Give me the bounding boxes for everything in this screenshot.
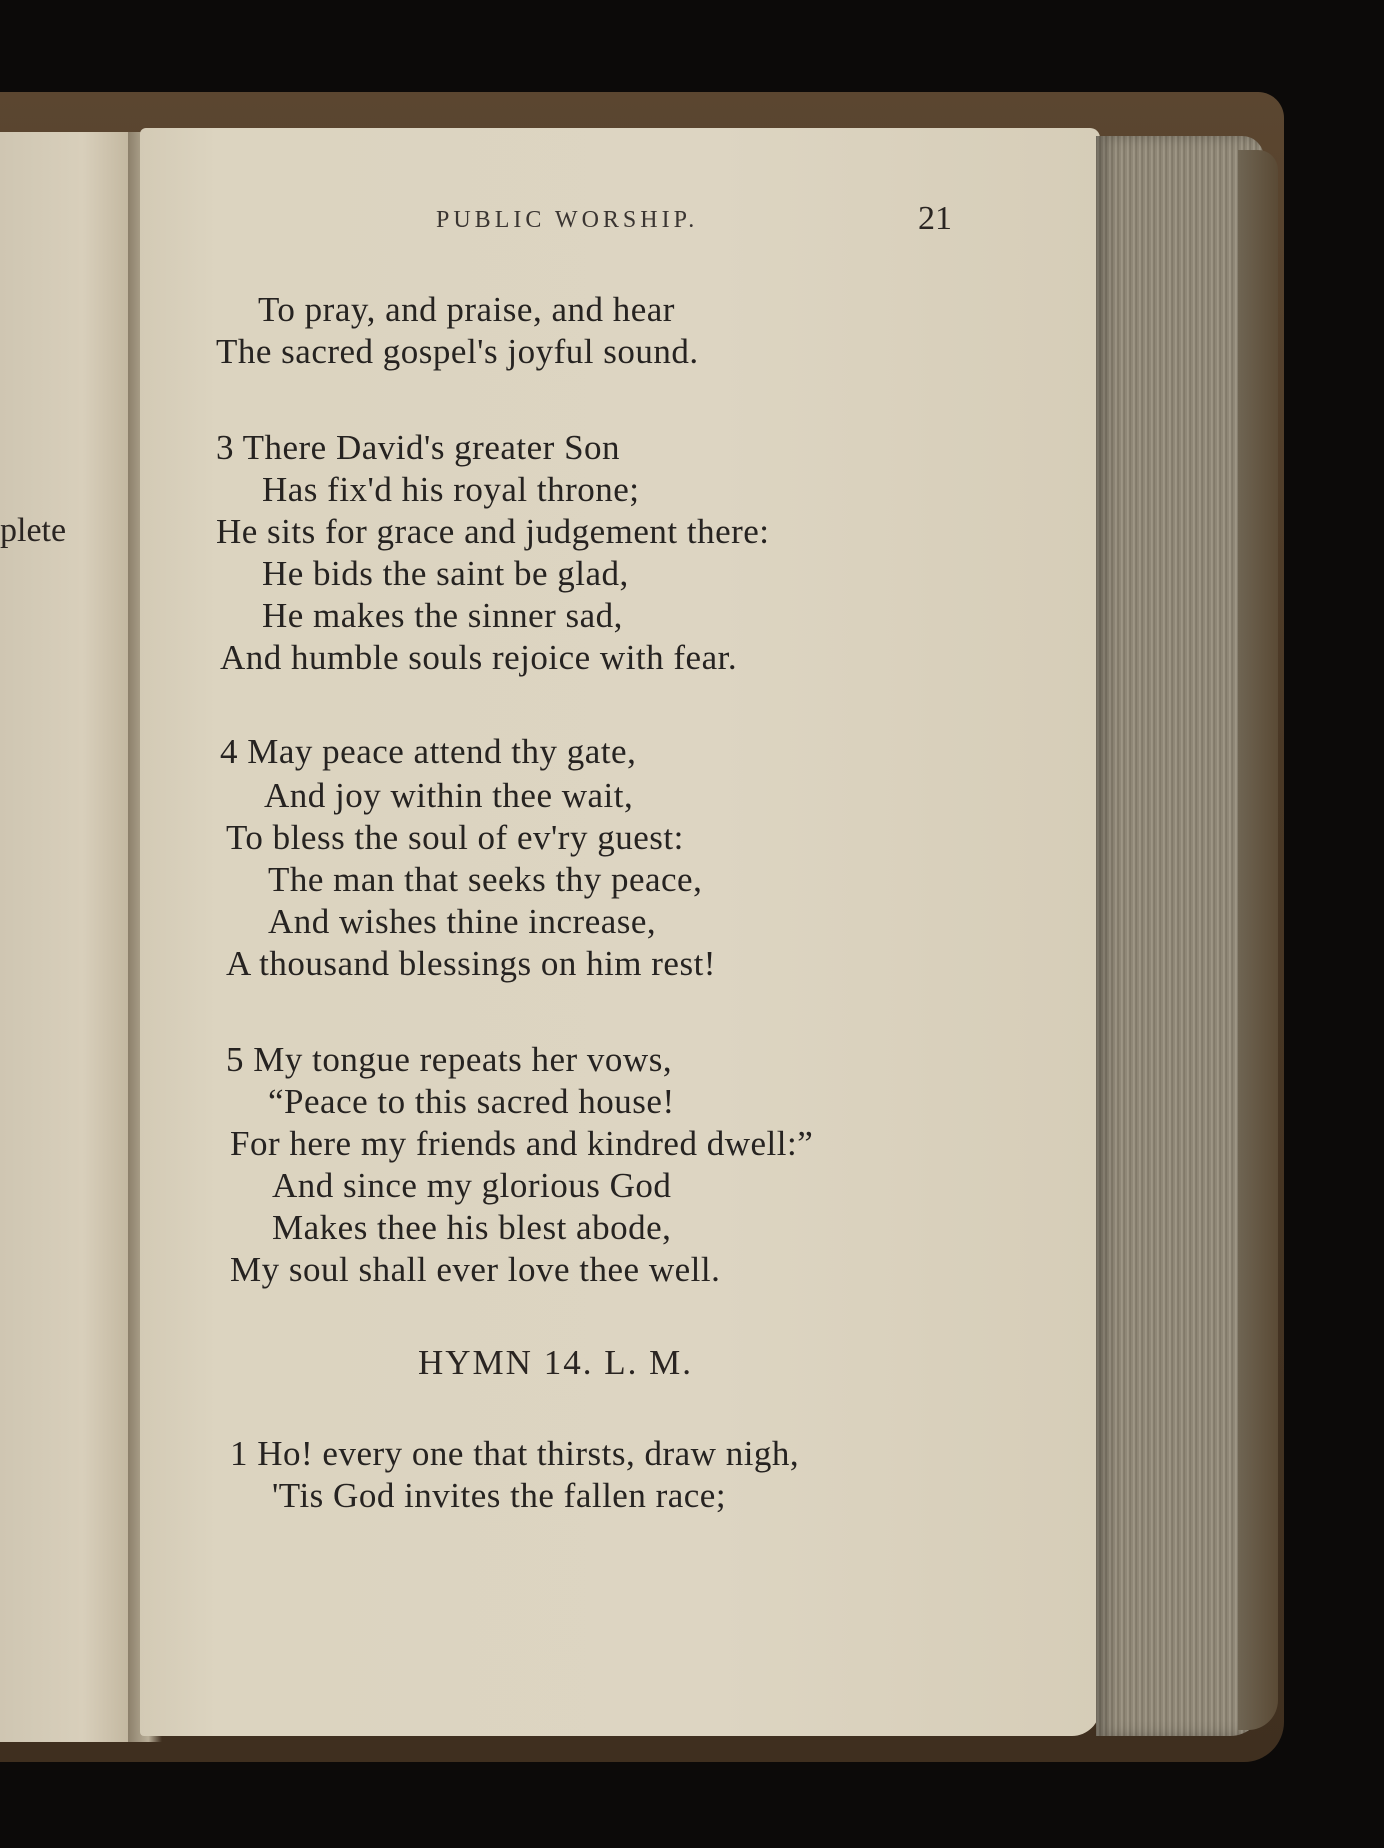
verse-line: The sacred gospel's joyful sound. bbox=[216, 332, 699, 371]
verse-line: My soul shall ever love thee well. bbox=[230, 1250, 721, 1289]
verse-line: The man that seeks thy peace, bbox=[268, 860, 703, 899]
verse-line: A thousand blessings on him rest! bbox=[226, 944, 716, 983]
left-page-fragment: plete bbox=[0, 512, 67, 549]
verse-line: 4 May peace attend thy gate, bbox=[220, 732, 637, 771]
verse-line: He sits for grace and judgement there: bbox=[216, 512, 770, 551]
verse-line: To bless the soul of ev'ry guest: bbox=[226, 818, 684, 857]
verse-line: And humble souls rejoice with fear. bbox=[220, 638, 738, 677]
verse-line: And since my glorious God bbox=[272, 1166, 672, 1205]
verse-line: To pray, and praise, and hear bbox=[258, 290, 675, 329]
verse-line: He bids the saint be glad, bbox=[262, 554, 629, 593]
verse-line: 1 Ho! every one that thirsts, draw nigh, bbox=[230, 1434, 800, 1473]
verse-line: 'Tis God invites the fallen race; bbox=[272, 1476, 727, 1515]
verse-line: And joy within thee wait, bbox=[264, 776, 634, 815]
verse-line: For here my friends and kindred dwell:” bbox=[230, 1124, 814, 1163]
verse-line: “Peace to this sacred house! bbox=[268, 1082, 675, 1121]
verse-line: Has fix'd his royal throne; bbox=[262, 470, 640, 509]
left-page bbox=[0, 132, 138, 1742]
verse-line: And wishes thine increase, bbox=[268, 902, 657, 941]
page-number: 21 bbox=[918, 200, 952, 237]
verse-line: 5 My tongue repeats her vows, bbox=[226, 1040, 673, 1079]
verse-line: Makes thee his blest abode, bbox=[272, 1208, 672, 1247]
running-header: PUBLIC WORSHIP. bbox=[436, 207, 699, 233]
verse-line: He makes the sinner sad, bbox=[262, 596, 623, 635]
spine-edge bbox=[1238, 150, 1278, 1730]
hymn-title: HYMN 14. L. M. bbox=[418, 1343, 693, 1382]
verse-line: 3 There David's greater Son bbox=[216, 428, 621, 467]
